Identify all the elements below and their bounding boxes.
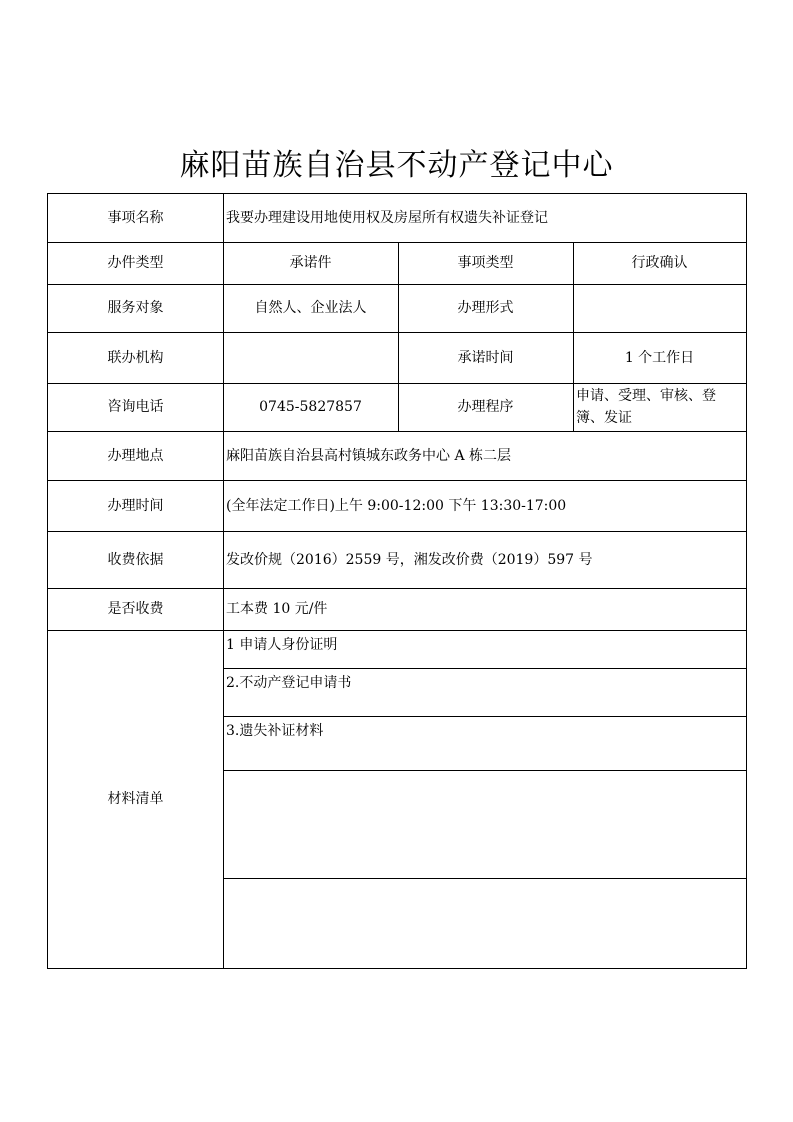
matter-type-label: 事项类型: [457, 255, 514, 271]
charged-value: 工本费 10 元/件: [226, 601, 328, 617]
procedure-value: 申请、受理、审核、登簿、发证: [576, 388, 716, 426]
fee-basis-label: 收费依据: [107, 551, 164, 568]
hours-value: (全年法定工作日)上午 9:00-12:00 下午 13:30-17:00: [226, 497, 567, 514]
phone-label: 咨询电话: [107, 399, 164, 415]
coop-agency-value: [223, 332, 398, 383]
charged-label: 是否收费: [107, 601, 164, 617]
page-title: 麻阳苗族自治县不动产登记中心: [179, 148, 614, 183]
phone-value: 0745-5827857: [259, 399, 362, 415]
promise-time-label: 承诺时间: [457, 349, 514, 366]
service-target-label: 服务对象: [107, 300, 164, 316]
coop-agency-label: 联办机构: [107, 349, 164, 366]
material-item: [223, 878, 746, 968]
service-info-table: [47, 193, 747, 969]
hours-label: 办理时间: [107, 497, 164, 514]
address-label: 办理地点: [107, 447, 164, 464]
handling-form-value: [573, 284, 746, 332]
material-item: [223, 770, 746, 878]
case-type-value: 承诺件: [289, 255, 332, 271]
fee-basis-value: 发改价规（2016）2559 号，湘发改价费（2019）597 号: [226, 551, 593, 568]
material-item: 3.遗失补证材料: [226, 723, 324, 739]
item-name-label: 事项名称: [107, 210, 164, 226]
promise-time-value: 1 个工作日: [624, 349, 695, 366]
material-item: 1 申请人身份证明: [226, 637, 338, 653]
service-target-value: 自然人、企业法人: [254, 300, 367, 316]
materials-label: 材料清单: [107, 791, 164, 807]
address-value: 麻阳苗族自治县高村镇城东政务中心 A 栋二层: [226, 447, 512, 464]
case-type-label: 办件类型: [107, 255, 164, 271]
procedure-label: 办理程序: [457, 399, 514, 415]
item-name-value: 我要办理建设用地使用权及房屋所有权遗失补证登记: [226, 210, 548, 226]
handling-form-label: 办理形式: [457, 300, 514, 316]
matter-type-value: 行政确认: [631, 255, 688, 271]
material-item: 2.不动产登记申请书: [226, 675, 352, 691]
